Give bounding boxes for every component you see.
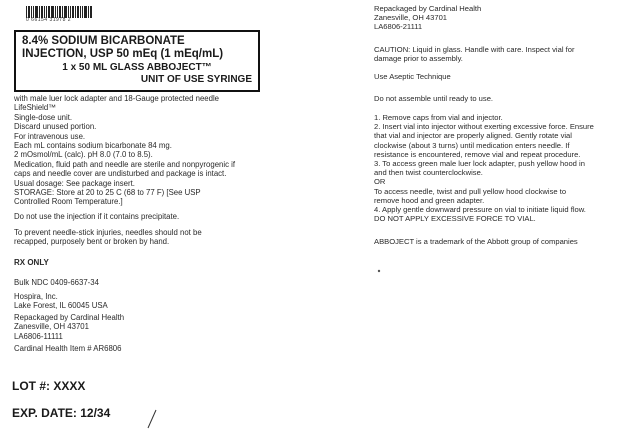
warning-line: Do not use the injection if it contains precipitate. <box>14 212 180 221</box>
title-line-4: UNIT OF USE SYRINGE <box>140 74 252 85</box>
no-assemble-note <box>374 94 622 103</box>
caution-block <box>374 45 622 63</box>
caution-line: CAUTION: Liquid in glass. Handle with care. Inspect vial for <box>374 45 575 54</box>
info-line: with male luer lock adapter and 18-Gauge protected needle <box>14 94 220 103</box>
product-info-block <box>14 94 274 207</box>
info-line: Controlled Room Temperature.] <box>14 197 123 207</box>
info-line: caps and needle cover are undisturbed and package is intact. <box>14 169 227 179</box>
repackager-line: Repackaged by Cardinal Health <box>374 4 482 13</box>
trademark-note <box>374 237 622 246</box>
caution-line: damage prior to assembly. <box>374 54 463 64</box>
step-line: and then twist counterclockwise. <box>374 168 483 178</box>
manufacturer-line: Hospira, Inc. <box>14 292 58 301</box>
manufacturer-block <box>14 292 274 311</box>
title-line-2: INJECTION, USP 50 mEq (1 mEq/mL) <box>22 48 224 60</box>
aseptic-note <box>374 72 622 81</box>
rx-only: RX ONLY <box>14 258 49 267</box>
aseptic-line: Use Aseptic Technique <box>374 72 451 81</box>
step-line: remove hood and green adapter. <box>374 195 485 205</box>
product-title-box <box>14 30 260 92</box>
info-line: Discard unused portion. <box>14 122 97 132</box>
step-line: that vial and injector are properly aligned. Gently rotate vial <box>374 131 572 141</box>
assembly-steps <box>374 113 622 223</box>
step-line: To access needle, twist and pull yellow hood clockwise to <box>374 186 567 196</box>
repackager-block-right <box>374 4 622 32</box>
pen-mark <box>144 408 160 430</box>
info-line: For intravenous use. <box>14 131 86 141</box>
title-line-1: 8.4% SODIUM BICARBONATE <box>22 35 185 47</box>
item-line: Cardinal Health Item # AR6806 <box>14 344 122 353</box>
step-line: clockwise (about 3 turns) until medication enters needle. If <box>374 140 570 150</box>
manufacturer-line: Lake Forest, IL 60045 USA <box>14 301 108 311</box>
step-line: DO NOT APPLY EXCESSIVE FORCE TO VIAL. <box>374 214 536 224</box>
trademark-line: ABBOJECT is a trademark of the Abbott group of companies <box>374 237 578 246</box>
repackager-line: LA6806-11111 <box>14 331 63 341</box>
ndc-line: Bulk NDC 0409-6637-34 <box>14 278 99 287</box>
lot-number: LOT #: XXXX <box>12 379 86 393</box>
title-line-3: 1 x 50 ML GLASS ABBOJECT™ <box>62 62 212 73</box>
needle-line: recapped, purposely bent or broken by hand. <box>14 237 170 247</box>
needle-warning <box>14 228 274 247</box>
info-line: Medication, fluid path and needle are sterile and nonpyrogenic if <box>14 159 236 169</box>
info-line: 2 mOsmol/mL (calc). pH 8.0 (7.0 to 8.5). <box>14 150 153 160</box>
barcode-number: 0 66154 31978 2 <box>26 17 72 23</box>
ink-speck <box>377 269 381 273</box>
step-line: 4. Apply gentle downward pressure on vial to initiate liquid flow. <box>374 205 586 215</box>
repackager-line: Zanesville, OH 43701 <box>14 322 89 332</box>
precipitate-warning <box>14 212 274 221</box>
step-line: 1. Remove caps from vial and injector. <box>374 113 503 122</box>
info-line: LifeShield™ <box>14 103 57 113</box>
repackager-block-left <box>14 313 274 341</box>
needle-line: To prevent needle-stick injuries, needles should not be <box>14 228 202 237</box>
info-line: Usual dosage: See package insert. <box>14 178 135 188</box>
step-line: 3. To access green male luer lock adapter, push yellow hood in <box>374 159 585 169</box>
cardinal-item <box>14 344 274 353</box>
info-line: Single-dose unit. <box>14 112 73 122</box>
info-line: Each mL contains sodium bicarbonate 84 mg. <box>14 141 172 151</box>
repackager-line: Zanesville, OH 43701 <box>374 13 448 23</box>
expiration-date: EXP. DATE: 12/34 <box>12 406 111 420</box>
info-line: STORAGE: Store at 20 to 25 C (68 to 77 F) [See USP <box>14 188 201 198</box>
step-line: resistance is encountered, remove vial and repeat procedure. <box>374 149 581 159</box>
repackager-line: LA6806-21111 <box>374 22 423 32</box>
step-line: 2. Insert vial into injector without exerting excessive force. Ensure <box>374 122 594 132</box>
repackager-line: Repackaged by Cardinal Health <box>14 313 125 322</box>
step-line: OR <box>374 177 386 187</box>
no-assemble-line: Do not assemble until ready to use. <box>374 94 494 103</box>
bulk-ndc <box>14 278 274 287</box>
